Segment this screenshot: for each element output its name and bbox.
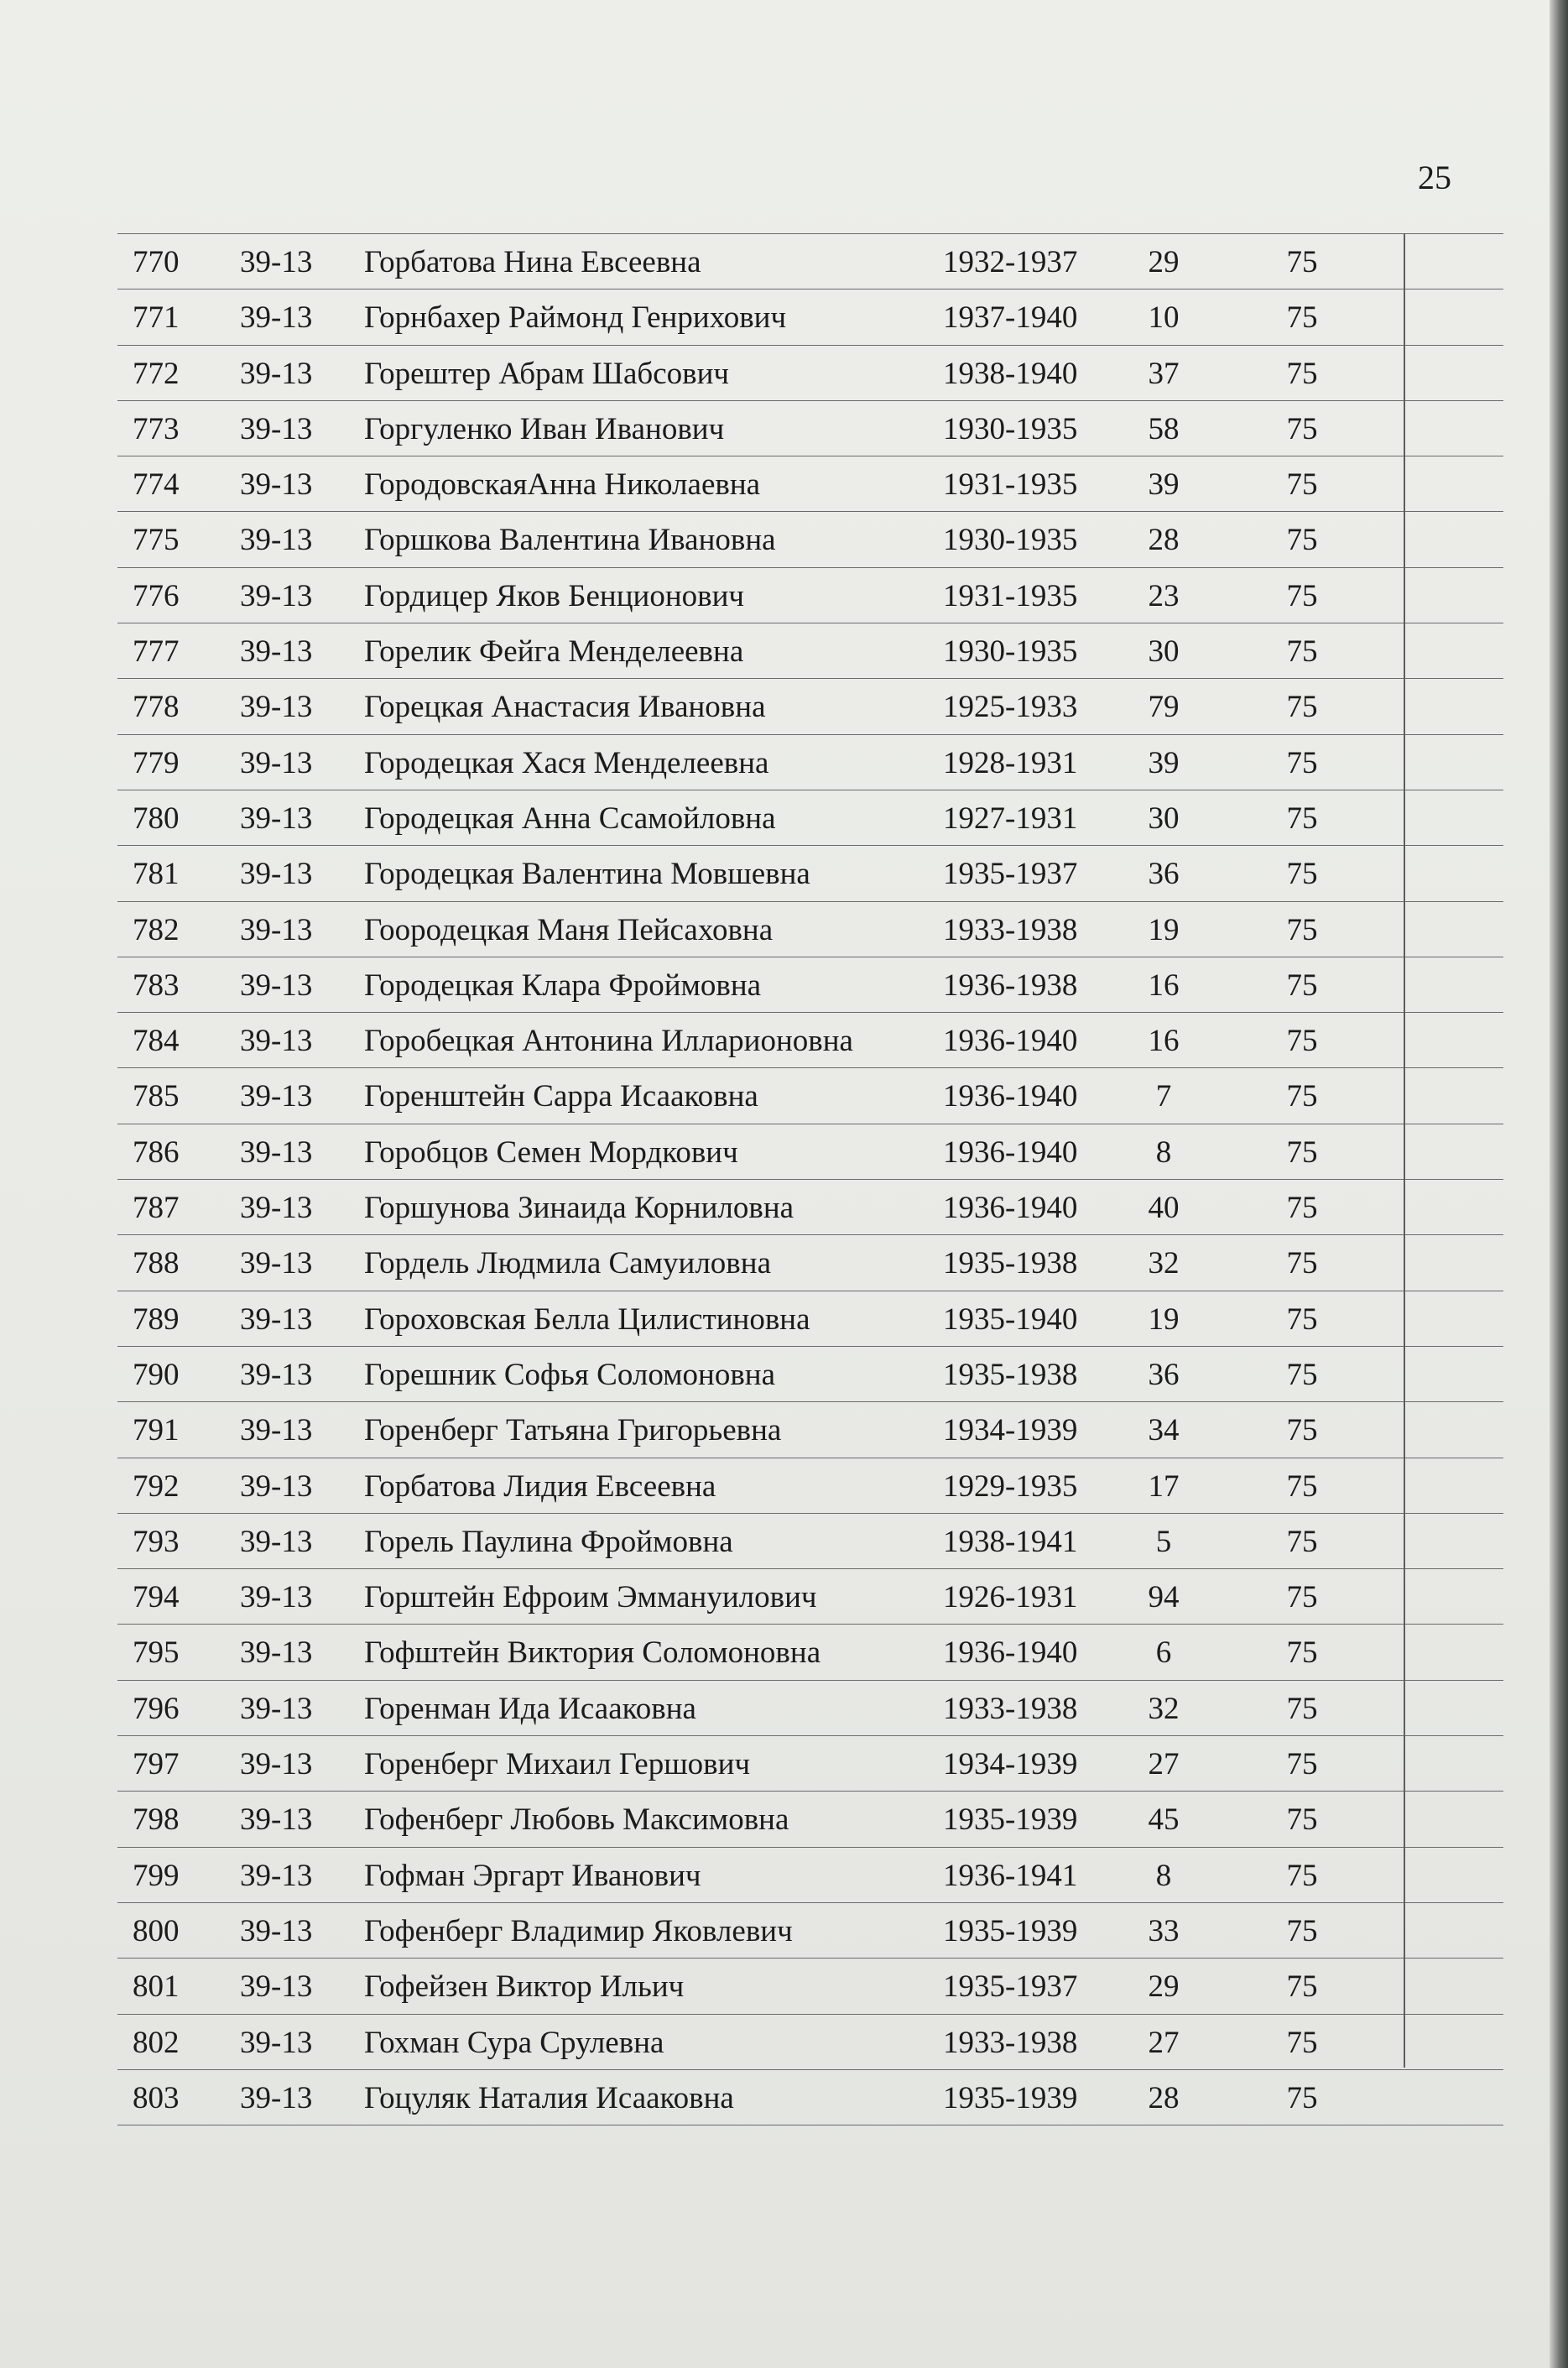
row-number: 803 — [133, 2080, 180, 2115]
row-number: 798 — [133, 1802, 180, 1838]
fund-code: 39-13 — [240, 1246, 313, 1281]
years-range: 1936-1938 — [943, 968, 1078, 1003]
fund-code: 39-13 — [240, 1524, 313, 1559]
table-row — [117, 679, 1503, 734]
years-range: 1928-1931 — [943, 745, 1078, 780]
years-range: 1936-1940 — [943, 1024, 1078, 1059]
fund-code: 39-13 — [240, 467, 313, 503]
fund-code: 39-13 — [240, 245, 313, 279]
sheet-count: 8 — [1155, 1134, 1172, 1170]
table-row — [117, 1458, 1503, 1514]
fund-code: 39-13 — [240, 1079, 313, 1114]
sheet-count: 27 — [1148, 1747, 1180, 1782]
person-name: Горшунова Зинаида Корниловна — [364, 1191, 794, 1226]
years-range: 1932-1937 — [943, 245, 1078, 279]
table-row — [117, 346, 1503, 401]
years-range: 1935-1938 — [943, 1357, 1078, 1392]
sheet-count: 30 — [1148, 634, 1180, 670]
sheet-count: 28 — [1148, 2080, 1180, 2115]
sheet-count: 30 — [1148, 801, 1180, 836]
table-row — [117, 790, 1503, 846]
sheet-count: 6 — [1155, 1635, 1172, 1671]
table-row — [117, 456, 1503, 512]
sheet-count: 5 — [1155, 1524, 1172, 1559]
row-number: 790 — [133, 1357, 180, 1392]
retention-term: 75 — [1286, 2025, 1318, 2060]
retention-term: 75 — [1286, 1802, 1318, 1838]
years-range: 1926-1931 — [943, 1580, 1078, 1615]
years-range: 1936-1940 — [943, 1191, 1078, 1226]
row-number: 780 — [133, 801, 180, 836]
person-name: Горецкая Анастасия Ивановна — [364, 690, 766, 725]
retention-term: 75 — [1286, 1246, 1318, 1281]
fund-code: 39-13 — [240, 1301, 313, 1337]
table-row — [117, 1180, 1503, 1235]
retention-term: 75 — [1286, 2080, 1318, 2115]
person-name: Гоцуляк Наталия Исааковна — [364, 2080, 734, 2115]
years-range: 1935-1940 — [943, 1301, 1078, 1337]
table-row — [117, 1848, 1503, 1903]
row-number: 774 — [133, 467, 180, 503]
person-name: Горнбахер Раймонд Генрихович — [364, 300, 787, 336]
retention-term: 75 — [1286, 634, 1318, 670]
row-number: 787 — [133, 1191, 180, 1226]
person-name: Гордицер Яков Бенционович — [364, 578, 744, 613]
row-number: 770 — [133, 245, 180, 279]
person-name: Горштейн Ефроим Эммануилович — [364, 1580, 817, 1615]
years-range: 1933-1938 — [943, 1691, 1078, 1726]
sheet-count: 19 — [1148, 1301, 1180, 1337]
sheet-count: 45 — [1148, 1802, 1180, 1838]
fund-code: 39-13 — [240, 523, 313, 558]
sheet-count: 39 — [1148, 745, 1180, 780]
retention-term: 75 — [1286, 467, 1318, 503]
retention-term: 75 — [1286, 1635, 1318, 1671]
years-range: 1934-1939 — [943, 1413, 1078, 1448]
row-number: 782 — [133, 912, 180, 947]
fund-code: 39-13 — [240, 1024, 313, 1059]
sheet-count: 19 — [1148, 912, 1180, 947]
person-name: Горештер Абрам Шабсович — [364, 356, 730, 391]
sheet-count: 23 — [1148, 578, 1180, 613]
person-name: Гофман Эргарт Иванович — [364, 1858, 701, 1893]
years-range: 1935-1939 — [943, 2080, 1078, 2115]
fund-code: 39-13 — [240, 1747, 313, 1782]
row-number: 775 — [133, 523, 180, 558]
fund-code: 39-13 — [240, 1191, 313, 1226]
sheet-count: 39 — [1148, 467, 1180, 503]
row-number: 796 — [133, 1691, 180, 1726]
years-range: 1935-1939 — [943, 1802, 1078, 1838]
years-range: 1935-1937 — [943, 857, 1078, 892]
person-name: Гороховская Белла Цилистиновна — [364, 1301, 810, 1337]
table-row — [117, 623, 1503, 679]
sheet-count: 40 — [1148, 1191, 1180, 1226]
table-row — [117, 1569, 1503, 1625]
person-name: Горбатова Лидия Евсеевна — [364, 1468, 716, 1504]
fund-code: 39-13 — [240, 1969, 313, 2005]
sheet-count: 27 — [1148, 2025, 1180, 2060]
fund-code: 39-13 — [240, 745, 313, 780]
table-row — [117, 1124, 1503, 1180]
years-range: 1936-1940 — [943, 1134, 1078, 1170]
years-range: 1930-1935 — [943, 634, 1078, 670]
retention-term: 75 — [1286, 968, 1318, 1003]
years-range: 1929-1935 — [943, 1468, 1078, 1504]
fund-code: 39-13 — [240, 801, 313, 836]
row-number: 794 — [133, 1580, 180, 1615]
person-name: ГородовскаяАнна Николаевна — [364, 467, 761, 503]
retention-term: 75 — [1286, 1024, 1318, 1059]
table-row — [117, 1736, 1503, 1792]
person-name: Гоородецкая Маня Пейсаховна — [364, 912, 774, 947]
sheet-count: 32 — [1148, 1246, 1180, 1281]
sheet-count: 34 — [1148, 1413, 1180, 1448]
retention-term: 75 — [1286, 578, 1318, 613]
fund-code: 39-13 — [240, 356, 313, 391]
retention-term: 75 — [1286, 1134, 1318, 1170]
person-name: Городецкая Анна Ссамойловна — [364, 801, 776, 836]
fund-code: 39-13 — [240, 690, 313, 725]
sheet-count: 94 — [1148, 1580, 1180, 1615]
row-number: 799 — [133, 1858, 180, 1893]
retention-term: 75 — [1286, 1691, 1318, 1726]
years-range: 1927-1931 — [943, 801, 1078, 836]
table-row — [117, 2015, 1503, 2070]
sheet-count: 29 — [1148, 1969, 1180, 2005]
table-row — [117, 401, 1503, 456]
retention-term: 75 — [1286, 411, 1318, 446]
years-range: 1930-1935 — [943, 411, 1078, 446]
table-row — [117, 1903, 1503, 1959]
sheet-count: 17 — [1148, 1468, 1180, 1504]
scan-edge-shadow — [1550, 0, 1568, 2368]
row-number: 800 — [133, 1913, 180, 1948]
person-name: Горбатова Нина Евсеевна — [364, 245, 701, 279]
row-number: 792 — [133, 1468, 180, 1504]
row-number: 783 — [133, 968, 180, 1003]
person-name: Гофенберг Владимир Яковлевич — [364, 1913, 793, 1948]
years-range: 1935-1938 — [943, 1246, 1078, 1281]
row-number: 777 — [133, 634, 180, 670]
row-number: 785 — [133, 1079, 180, 1114]
fund-code: 39-13 — [240, 1913, 313, 1948]
years-range: 1925-1933 — [943, 690, 1078, 725]
person-name: Горенберг Михаил Гершович — [364, 1747, 751, 1782]
row-number: 789 — [133, 1301, 180, 1337]
row-number: 771 — [133, 300, 180, 336]
table-row — [117, 1681, 1503, 1736]
person-name: Гохман Сура Срулевна — [364, 2025, 664, 2060]
table-row — [117, 1959, 1503, 2014]
years-range: 1931-1935 — [943, 578, 1078, 613]
retention-term: 75 — [1286, 745, 1318, 780]
row-number: 778 — [133, 690, 180, 725]
years-range: 1931-1935 — [943, 467, 1078, 503]
retention-term: 75 — [1286, 690, 1318, 725]
fund-code: 39-13 — [240, 578, 313, 613]
sheet-count: 10 — [1148, 300, 1180, 336]
fund-code: 39-13 — [240, 1357, 313, 1392]
retention-term: 75 — [1286, 1858, 1318, 1893]
years-range: 1936-1940 — [943, 1635, 1078, 1671]
table-row — [117, 512, 1503, 567]
person-name: Гофенберг Любовь Максимовна — [364, 1802, 789, 1838]
table-row — [117, 1792, 1503, 1847]
page-number: 25 — [1418, 159, 1451, 196]
row-number: 773 — [133, 411, 180, 446]
years-range: 1933-1938 — [943, 912, 1078, 947]
fund-code: 39-13 — [240, 634, 313, 670]
retention-term: 75 — [1286, 1969, 1318, 2005]
table-row — [117, 568, 1503, 623]
retention-term: 75 — [1286, 1580, 1318, 1615]
person-name: Горшкова Валентина Ивановна — [364, 523, 776, 558]
table-row — [117, 902, 1503, 957]
row-number: 791 — [133, 1413, 180, 1448]
person-name: Горелик Фейга Менделеевна — [364, 634, 744, 670]
sheet-count: 79 — [1148, 690, 1180, 725]
row-number: 795 — [133, 1635, 180, 1671]
retention-term: 75 — [1286, 1301, 1318, 1337]
fund-code: 39-13 — [240, 1134, 313, 1170]
person-name: Городецкая Хася Менделеевна — [364, 745, 769, 780]
row-number: 784 — [133, 1024, 180, 1059]
retention-term: 75 — [1286, 912, 1318, 947]
table-row — [117, 957, 1503, 1013]
retention-term: 75 — [1286, 1413, 1318, 1448]
retention-term: 75 — [1286, 300, 1318, 336]
sheet-count: 58 — [1148, 411, 1180, 446]
row-number: 801 — [133, 1969, 180, 2005]
years-range: 1933-1938 — [943, 2025, 1078, 2060]
person-name: Горобецкая Антонина Илларионовна — [364, 1024, 853, 1059]
retention-term: 75 — [1286, 1357, 1318, 1392]
sheet-count: 32 — [1148, 1691, 1180, 1726]
row-number: 797 — [133, 1747, 180, 1782]
person-name: Горешник Софья Соломоновна — [364, 1357, 776, 1392]
records-table — [117, 233, 1503, 2125]
fund-code: 39-13 — [240, 1858, 313, 1893]
table-row — [117, 1625, 1503, 1680]
fund-code: 39-13 — [240, 1468, 313, 1504]
table-row — [117, 1068, 1503, 1124]
table-row — [117, 1514, 1503, 1569]
years-range: 1930-1935 — [943, 523, 1078, 558]
table-row — [117, 1402, 1503, 1458]
person-name: Горенберг Татьяна Григорьевна — [364, 1413, 782, 1448]
retention-term: 75 — [1286, 857, 1318, 892]
sheet-count: 36 — [1148, 857, 1180, 892]
row-number: 793 — [133, 1524, 180, 1559]
table-row — [117, 1291, 1503, 1347]
table-row — [117, 1347, 1503, 1402]
sheet-count: 36 — [1148, 1357, 1180, 1392]
sheet-count: 16 — [1148, 968, 1180, 1003]
table-row — [117, 1235, 1503, 1291]
person-name: Горенман Ида Исааковна — [364, 1691, 696, 1726]
sheet-count: 29 — [1148, 245, 1180, 279]
years-range: 1938-1940 — [943, 356, 1078, 391]
row-number: 776 — [133, 578, 180, 613]
table-row — [117, 233, 1503, 289]
fund-code: 39-13 — [240, 1691, 313, 1726]
years-range: 1936-1940 — [943, 1079, 1078, 1114]
retention-term: 75 — [1286, 245, 1318, 279]
retention-term: 75 — [1286, 1468, 1318, 1504]
person-name: Горель Паулина Фроймовна — [364, 1524, 733, 1559]
person-name: Гофейзен Виктор Ильич — [364, 1969, 685, 2005]
fund-code: 39-13 — [240, 2080, 313, 2115]
years-range: 1937-1940 — [943, 300, 1078, 336]
fund-code: 39-13 — [240, 300, 313, 336]
fund-code: 39-13 — [240, 912, 313, 947]
retention-term: 75 — [1286, 1913, 1318, 1948]
row-number: 779 — [133, 745, 180, 780]
table-row — [117, 846, 1503, 901]
fund-code: 39-13 — [240, 1802, 313, 1838]
fund-code: 39-13 — [240, 411, 313, 446]
sheet-count: 37 — [1148, 356, 1180, 391]
sheet-count: 8 — [1155, 1858, 1172, 1893]
person-name: Горгуленко Иван Иванович — [364, 411, 725, 446]
row-number: 786 — [133, 1134, 180, 1170]
person-name: Горобцов Семен Мордкович — [364, 1134, 738, 1170]
fund-code: 39-13 — [240, 857, 313, 892]
sheet-count: 16 — [1148, 1024, 1180, 1059]
table-row — [117, 735, 1503, 790]
person-name: Городецкая Валентина Мовшевна — [364, 857, 810, 892]
table-row — [117, 2070, 1503, 2125]
sheet-count: 33 — [1148, 1913, 1180, 1948]
person-name: Гордель Людмила Самуиловна — [364, 1246, 771, 1281]
row-number: 772 — [133, 356, 180, 391]
retention-term: 75 — [1286, 801, 1318, 836]
retention-term: 75 — [1286, 1524, 1318, 1559]
table-row — [117, 289, 1503, 345]
retention-term: 75 — [1286, 356, 1318, 391]
person-name: Городецкая Клара Фроймовна — [364, 968, 762, 1003]
fund-code: 39-13 — [240, 1413, 313, 1448]
retention-term: 75 — [1286, 523, 1318, 558]
person-name: Гофштейн Виктория Соломоновна — [364, 1635, 821, 1671]
retention-term: 75 — [1286, 1079, 1318, 1114]
sheet-count: 7 — [1155, 1079, 1172, 1114]
table-row — [117, 1013, 1503, 1068]
row-number: 781 — [133, 857, 180, 892]
person-name: Горенштейн Сарра Исааковна — [364, 1079, 758, 1114]
fund-code: 39-13 — [240, 968, 313, 1003]
retention-term: 75 — [1286, 1191, 1318, 1226]
years-range: 1934-1939 — [943, 1747, 1078, 1782]
row-number: 802 — [133, 2025, 180, 2060]
fund-code: 39-13 — [240, 1635, 313, 1671]
row-number: 788 — [133, 1246, 180, 1281]
fund-code: 39-13 — [240, 2025, 313, 2060]
table-right-border — [1404, 233, 1405, 2068]
years-range: 1938-1941 — [943, 1524, 1078, 1559]
years-range: 1935-1937 — [943, 1969, 1078, 2005]
years-range: 1936-1941 — [943, 1858, 1078, 1893]
fund-code: 39-13 — [240, 1580, 313, 1615]
years-range: 1935-1939 — [943, 1913, 1078, 1948]
sheet-count: 28 — [1148, 523, 1180, 558]
retention-term: 75 — [1286, 1747, 1318, 1782]
